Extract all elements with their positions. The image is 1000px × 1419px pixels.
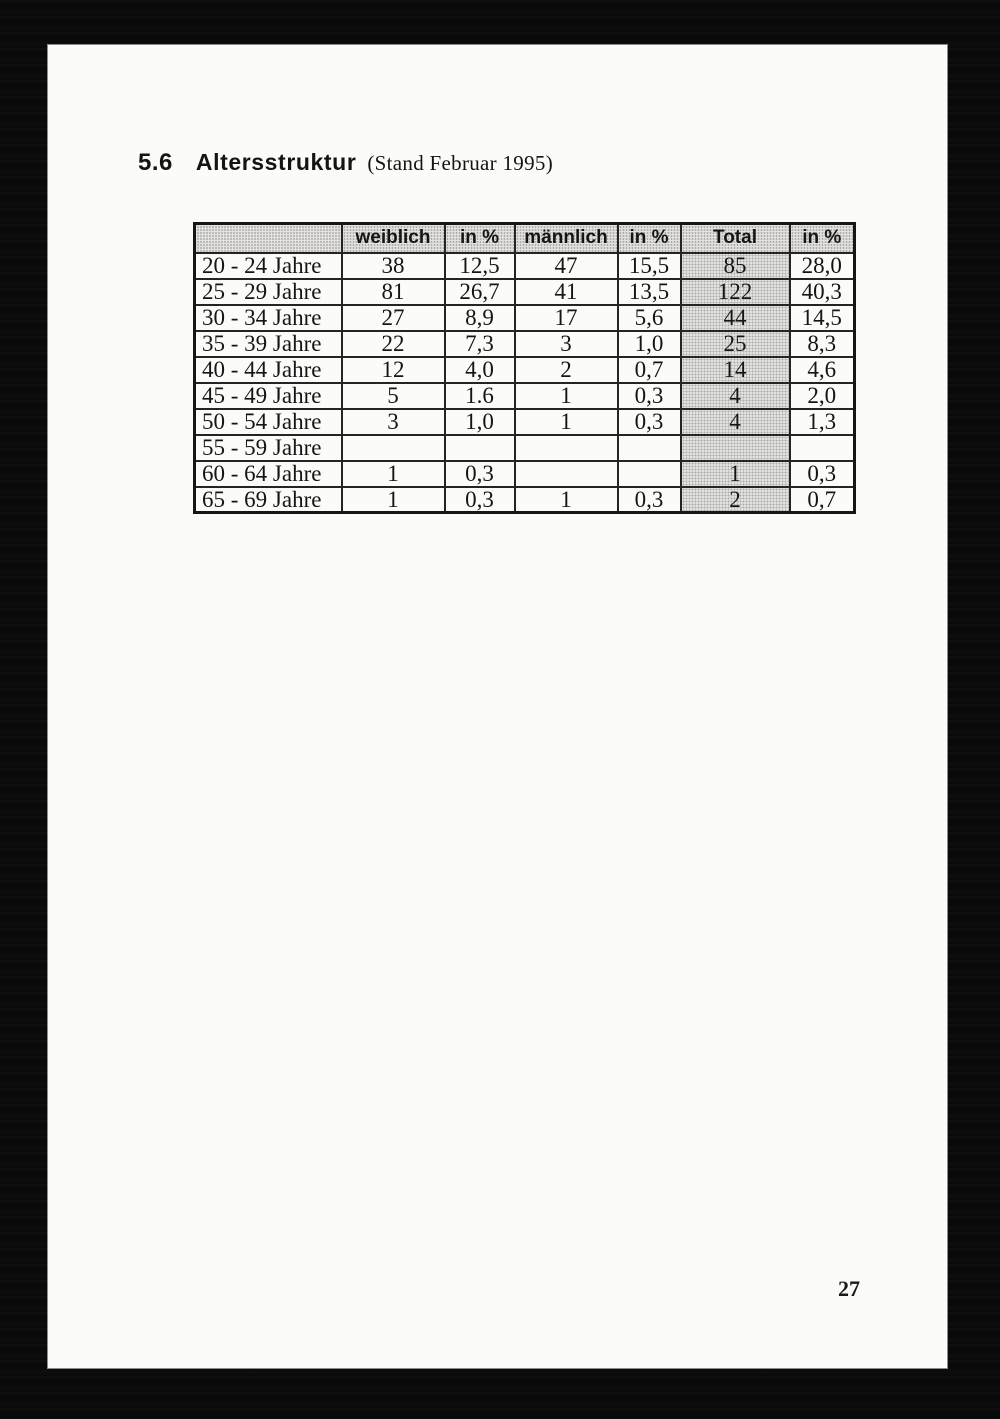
value-cell: 1 — [342, 487, 445, 513]
value-cell: 0,3 — [790, 461, 855, 487]
section-heading — [138, 149, 553, 177]
value-cell: 14,5 — [790, 305, 855, 331]
table-row — [195, 383, 855, 409]
value-cell: 1 — [342, 461, 445, 487]
age-structure-table — [193, 222, 856, 514]
value-cell: 14 — [681, 357, 790, 383]
value-cell: 0,3 — [618, 383, 681, 409]
value-cell — [681, 435, 790, 461]
age-group-label: 25 - 29 Jahre — [195, 279, 342, 305]
value-cell: 4,0 — [445, 357, 515, 383]
value-cell: 1 — [515, 383, 618, 409]
section-subtitle: (Stand Februar 1995) — [367, 151, 554, 175]
value-cell: 4 — [681, 383, 790, 409]
value-cell: 26,7 — [445, 279, 515, 305]
value-cell: 0,3 — [618, 487, 681, 513]
value-cell: 85 — [681, 253, 790, 279]
table-row — [195, 305, 855, 331]
age-group-label: 50 - 54 Jahre — [195, 409, 342, 435]
column-header-empty — [195, 224, 342, 253]
value-cell — [790, 435, 855, 461]
value-cell: 15,5 — [618, 253, 681, 279]
value-cell — [515, 435, 618, 461]
value-cell: 0,3 — [618, 409, 681, 435]
table-row — [195, 357, 855, 383]
value-cell: 1,0 — [618, 331, 681, 357]
table-header — [195, 224, 855, 253]
age-group-label: 40 - 44 Jahre — [195, 357, 342, 383]
table-row — [195, 487, 855, 513]
column-header-maennlich: männlich — [515, 224, 618, 253]
age-group-label: 55 - 59 Jahre — [195, 435, 342, 461]
value-cell: 38 — [342, 253, 445, 279]
table-row — [195, 435, 855, 461]
value-cell: 8,3 — [790, 331, 855, 357]
table-body — [195, 253, 855, 513]
value-cell: 1.6 — [445, 383, 515, 409]
age-group-label: 60 - 64 Jahre — [195, 461, 342, 487]
value-cell — [618, 435, 681, 461]
column-header-percent2: in % — [618, 224, 681, 253]
value-cell: 1 — [515, 487, 618, 513]
section-number: 5.6 — [138, 149, 173, 176]
value-cell: 122 — [681, 279, 790, 305]
value-cell: 41 — [515, 279, 618, 305]
value-cell: 22 — [342, 331, 445, 357]
value-cell: 5 — [342, 383, 445, 409]
table-row — [195, 279, 855, 305]
document-page — [47, 44, 948, 1369]
value-cell: 5,6 — [618, 305, 681, 331]
value-cell — [618, 461, 681, 487]
value-cell: 40,3 — [790, 279, 855, 305]
table-row — [195, 461, 855, 487]
age-group-label: 20 - 24 Jahre — [195, 253, 342, 279]
value-cell: 1 — [515, 409, 618, 435]
value-cell: 0,3 — [445, 461, 515, 487]
value-cell: 1 — [681, 461, 790, 487]
value-cell: 17 — [515, 305, 618, 331]
page-number: 27 — [838, 1276, 860, 1301]
table-row — [195, 331, 855, 357]
value-cell: 1,3 — [790, 409, 855, 435]
value-cell: 81 — [342, 279, 445, 305]
value-cell: 12,5 — [445, 253, 515, 279]
value-cell: 44 — [681, 305, 790, 331]
value-cell: 1,0 — [445, 409, 515, 435]
value-cell: 25 — [681, 331, 790, 357]
value-cell: 2,0 — [790, 383, 855, 409]
value-cell: 28,0 — [790, 253, 855, 279]
value-cell: 0,7 — [618, 357, 681, 383]
value-cell: 47 — [515, 253, 618, 279]
value-cell: 4 — [681, 409, 790, 435]
header-row — [195, 224, 855, 253]
value-cell — [342, 435, 445, 461]
value-cell: 12 — [342, 357, 445, 383]
section-title: Altersstruktur — [195, 149, 357, 175]
value-cell: 8,9 — [445, 305, 515, 331]
value-cell — [445, 435, 515, 461]
age-group-label: 30 - 34 Jahre — [195, 305, 342, 331]
age-group-label: 45 - 49 Jahre — [195, 383, 342, 409]
column-header-percent1: in % — [445, 224, 515, 253]
value-cell: 27 — [342, 305, 445, 331]
value-cell: 0,3 — [445, 487, 515, 513]
value-cell: 13,5 — [618, 279, 681, 305]
table-row — [195, 409, 855, 435]
column-header-percent3: in % — [790, 224, 855, 253]
value-cell: 0,7 — [790, 487, 855, 513]
table-row — [195, 253, 855, 279]
value-cell: 4,6 — [790, 357, 855, 383]
value-cell: 7,3 — [445, 331, 515, 357]
value-cell: 2 — [681, 487, 790, 513]
value-cell: 3 — [515, 331, 618, 357]
value-cell — [515, 461, 618, 487]
value-cell: 2 — [515, 357, 618, 383]
age-group-label: 65 - 69 Jahre — [195, 487, 342, 513]
column-header-weiblich: weiblich — [342, 224, 445, 253]
value-cell: 3 — [342, 409, 445, 435]
age-group-label: 35 - 39 Jahre — [195, 331, 342, 357]
column-header-total: Total — [681, 224, 790, 253]
